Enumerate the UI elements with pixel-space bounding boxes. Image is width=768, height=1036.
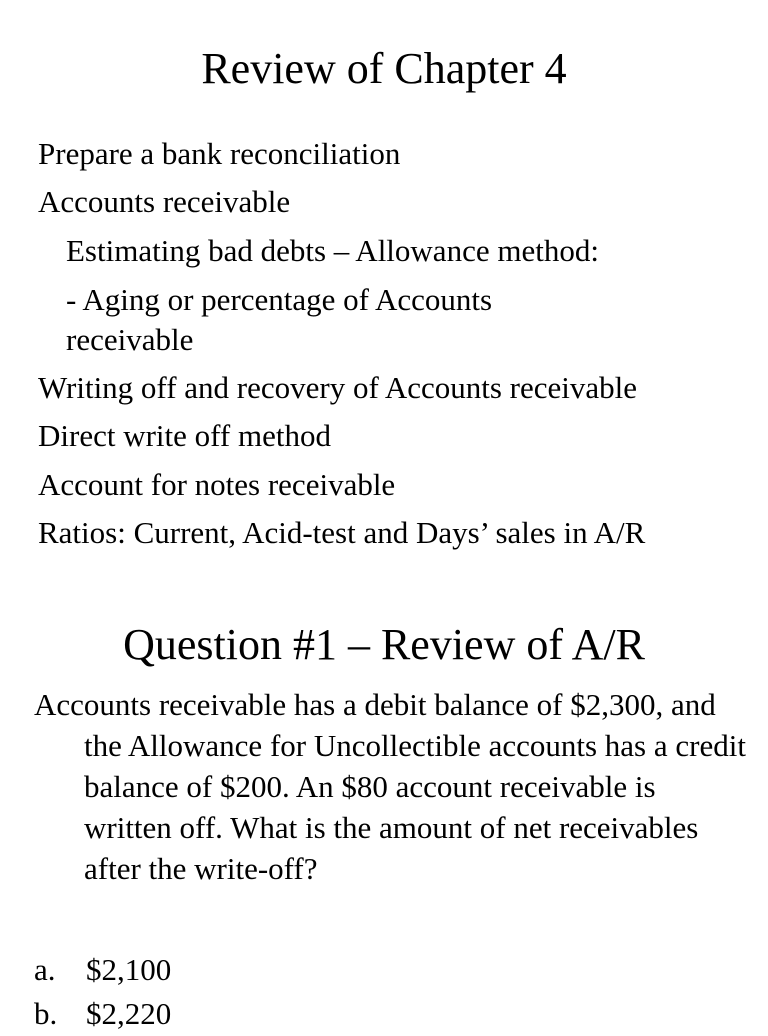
list-item: Account for notes receivable [38,467,396,502]
sub-list-item: - Aging or percentage of Accounts receivable [66,282,493,357]
answer-option [34,992,171,1036]
answer-option [34,948,171,992]
slide-title: Question #1 – Review of A/R [123,620,645,669]
sub-list-item: Estimating bad debts – Allowance method: [66,233,599,268]
question-text: Accounts receivable has a debit balance of $2,300, and the Allowance for Uncollectible accounts has a credit balance of $200. An $80 account receivable is written off. What is the amount of net receivables after the write-off? [34,687,746,886]
option-letter: b. [34,996,58,1031]
list-item: Accounts receivable [38,184,291,219]
slide-title: Review of Chapter 4 [201,44,567,93]
option-value: $2,220 [86,996,172,1031]
list-item: Ratios: Current, Acid-test and Days’ sales in A/R [38,515,646,550]
list-item: Direct write off method [38,418,331,453]
option-value: $2,100 [86,952,172,987]
list-item: Prepare a bank reconciliation [38,136,401,171]
list-item: Writing off and recovery of Accounts receivable [38,370,637,405]
slide-question-1 [0,590,768,1031]
option-letter: a. [34,952,56,987]
answer-options [34,948,171,1036]
